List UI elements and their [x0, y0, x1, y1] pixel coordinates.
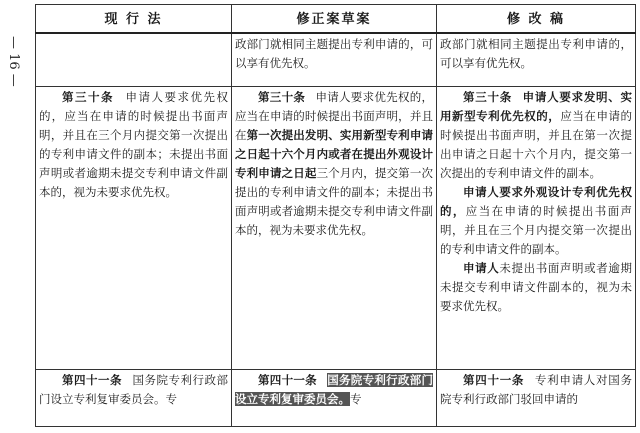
table-row: [36, 87, 636, 369]
amended-text: 申请人: [463, 261, 500, 276]
article-text: 应当在申请的时候提出书面声明，并且在三个月内提交第一次提出的专利申请文件的副本。: [440, 204, 633, 257]
article-paragraph: [440, 183, 632, 259]
cell-draft-amendment: [232, 87, 437, 369]
article-text: 未提出书面声明或者逾期未提交专利申请文件副本的，视为未要求优先权。: [440, 261, 633, 314]
article-text: 申请人要求优先权的，应当在申请的时候提出书面声明，并且在三个月内提交第一次提出的专利申请文件的副本；未提出书面声明或者逾期未提交专利申请文件副本的，视为未要求优先权。: [39, 90, 228, 200]
article-text: 专利申请人对国务院专利行政部门驳回申请的: [440, 372, 633, 406]
header-draft-amendment: 修正案草案: [232, 5, 437, 34]
header-revised-draft: 修 改 稿: [437, 5, 636, 34]
cell-current-law: [36, 369, 232, 426]
table-row: [36, 33, 636, 87]
header-current-law: 现 行 法: [36, 5, 232, 34]
cell-current-law: [36, 33, 232, 87]
article-text: 三个月内，提交第一次提出的专利申请文件的副本；未提出书面声明或者逾期未提交专利申请文件副本的，视为未要求优先权。: [235, 166, 433, 238]
comparison-table: [35, 4, 636, 427]
table-row: [36, 369, 636, 426]
amended-text: 第一次提出发明、实用新型专利申请之日起十六个月内或者在提出外观设计专利申请之日起: [235, 128, 433, 181]
cell-draft-amendment: 政部门就相同主题提出专利申请的，可以享有优先权。: [232, 33, 437, 87]
cell-revised-draft: [437, 87, 636, 369]
amended-text: 申请人要求外观设计专利优先权的，: [440, 185, 632, 219]
article-label: 第三十条: [62, 90, 114, 105]
article-text: 专: [350, 391, 362, 406]
article-label: 第三十条: [258, 90, 306, 105]
page-number: [6, 36, 26, 87]
cell-draft-amendment: [232, 369, 437, 426]
article-paragraph: [440, 88, 632, 183]
article-label: 第四十一条: [62, 372, 122, 387]
article-label: 第三十条: [463, 90, 512, 105]
article-paragraph: [440, 371, 632, 409]
article-paragraph: [235, 371, 433, 409]
article-text: 申请人要求优先权的，应当在申请的时候提出书面声明，并且在: [235, 90, 434, 143]
article-paragraph: [39, 371, 228, 409]
article-label: 第四十一条: [463, 372, 525, 387]
header-row: [36, 5, 636, 34]
article-text: 应当在申请的时候提出书面声明，并且在第一次提出申请之日起十六个月内，提交第一次提出的专利申请文件的副本。: [440, 109, 633, 181]
article-label: 第四十一条: [258, 372, 317, 387]
article-paragraph: [235, 88, 433, 240]
cell-revised-draft: 政部门就相同主题提出专利申请的，可以享有优先权。: [437, 33, 636, 87]
cell-revised-draft: [437, 369, 636, 426]
article-paragraph: [440, 259, 632, 316]
highlighted-text: 国务院专利行政部门设立专利复审委员会。: [235, 372, 434, 406]
article-text: 国务院专利行政部门设立专利复审委员会。专: [39, 372, 228, 406]
page-number-text: — 16 —: [6, 36, 21, 87]
amended-text: 申请人要求发明、实用新型专利优先权的，: [440, 90, 633, 124]
cell-current-law: [36, 87, 232, 369]
article-paragraph: [39, 88, 228, 202]
